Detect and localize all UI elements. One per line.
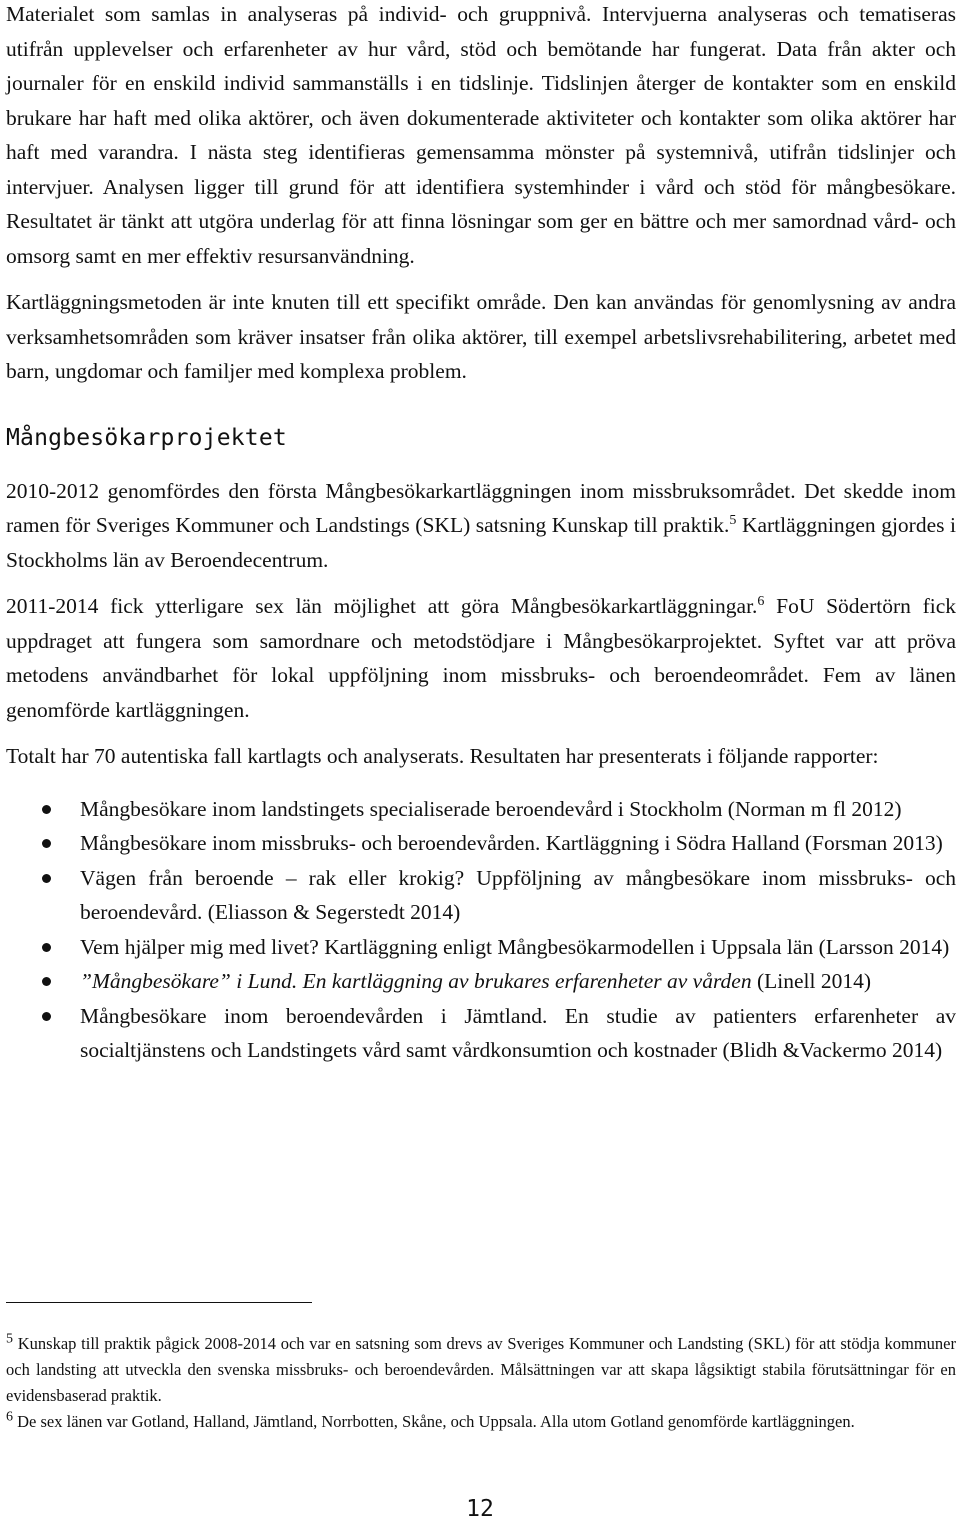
list-item-text: Mångbesökare inom beroendevården i Jämtland. En studie av patienters erfarenheter av socialtjänstens och Landstingets vård samt vårdkonsumtion och kostnader (Blidh &Vackermo 2014)	[80, 1003, 956, 1062]
list-item-text: (Linell 2014)	[751, 969, 872, 993]
section-paragraph-1-text-b: Kartläggningen gjordes i Stockholms län av Beroendecentrum.	[6, 513, 956, 572]
footnote-number: 6	[6, 1409, 13, 1425]
section-paragraph-1	[6, 474, 956, 578]
intro-paragraph-2: Kartläggningsmetoden är inte knuten till ett specifikt område. Den kan användas för genomlysning av andra verksamhetsområden som kräver insatser från olika aktörer, till exempel arbetslivsrehabilitering, arbetet med barn, ungdomar och familjer med komplexa problem.	[6, 290, 956, 383]
list-item	[6, 861, 956, 930]
footnote-text: Kunskap till praktik pågick 2008-2014 och var en satsning som drevs av Sveriges Kommuner och Landsting (SKL) för att stödja kommuner och landsting att utveckla den svenska missbruks- och beroendevården. Målsättningen var att skapa lågsiktigt stabila förutsättningar för en evidensbaserad praktik.	[6, 1334, 956, 1405]
bullet-icon	[42, 874, 51, 883]
footnotes	[6, 1331, 956, 1435]
list-item-text: Vägen från beroende – rak eller krokig? Uppföljning av mångbesökare inom missbruks- och beroendevård. (Eliasson & Segerstedt 2014)	[80, 865, 956, 924]
section-paragraph-2	[6, 589, 956, 727]
section-paragraph-3: Totalt har 70 autentiska fall kartlagts och analyserats. Resultaten har presenterats i följande rapporter:	[6, 744, 879, 768]
list-item-text: Vem hjälper mig med livet? Kartläggning enligt Mångbesökarmodellen i Uppsala län (Larsson 2014)	[80, 934, 950, 959]
list-item-text: Mångbesökare inom landstingets specialiserade beroendevård i Stockholm (Norman m fl 2012)	[80, 796, 902, 821]
bullet-icon	[42, 943, 51, 952]
list-item-italic-title: ”Mångbesökare” i Lund. En kartläggning av brukares erfarenheter av vården	[80, 969, 752, 993]
report-list	[6, 792, 956, 1068]
document-page	[6, 0, 957, 1431]
list-item	[6, 999, 956, 1068]
section-heading: Mångbesökarprojektet	[6, 424, 287, 451]
section-paragraph-1-text-a: 2010-2012 genomfördes den första Mångbesökarkartläggningen inom missbruksområdet. Det skedde inom ramen för Sveriges Kommuner och Landstings (SKL) satsning Kunskap till praktik.	[6, 478, 956, 537]
bullet-icon	[42, 977, 51, 986]
section-paragraph-2-text-b: FoU Södertörn fick uppdraget att fungera som samordnare och metodstödjare i Mångbesökarprojektet. Syftet var att pröva metodens användbarhet för lokal uppföljning inom missbruks- och beroendeområdet. Fem av länen genomförde kartläggningen.	[6, 594, 957, 722]
list-item	[6, 792, 956, 827]
footnote-6	[6, 1409, 956, 1435]
intro-paragraph-1: Materialet som samlas in analyseras på individ- och gruppnivå. Intervjuerna analyseras och tematiseras utifrån upplevelser och erfarenheter av hur vård, stöd och bemötande har fungerat. Data från akter och journaler för en enskild individ sammanställs i en tidslinje. Tidslinjen återger de kontakter som en enskild brukare har haft med olika aktörer, och även dokumenterade aktiviteter och kontakter som olika aktörer har haft med varandra. I nästa steg identifieras gemensamma mönster på systemnivå, utifrån tidslinjer och intervjuer. Analysen ligger till grund för att identifiera systemhinder i vård och stöd för mångbesökare. Resultatet är tänkt att utgöra underlag för att finna lösningar som ger en bättre och mer samordnad vård- och omsorg samt en mer effektiv resursanvändning.	[6, 2, 956, 268]
footnote-5	[6, 1331, 956, 1409]
bullet-icon	[42, 839, 51, 848]
list-item	[6, 964, 956, 999]
list-item	[6, 826, 956, 861]
footnote-ref-6: 6	[757, 593, 765, 609]
footnote-number: 5	[6, 1331, 13, 1347]
list-item	[6, 930, 956, 965]
footnote-text: De sex länen var Gotland, Halland, Jämtland, Norrbotten, Skåne, och Uppsala. Alla utom Gotland genomförde kartläggningen.	[13, 1412, 855, 1431]
list-item-text: Mångbesökare inom missbruks- och beroendevården. Kartläggning i Södra Halland (Forsman 2013)	[80, 831, 943, 855]
footnote-ref-5: 5	[729, 512, 737, 528]
page-number: 12	[466, 1496, 494, 1522]
bullet-icon	[42, 1012, 51, 1021]
footnote-separator	[6, 1302, 312, 1303]
section-paragraph-2-text-a: 2011-2014 fick ytterligare sex län möjlighet att göra Mångbesökarkartläggningar.	[6, 594, 758, 618]
bullet-icon	[42, 805, 51, 814]
